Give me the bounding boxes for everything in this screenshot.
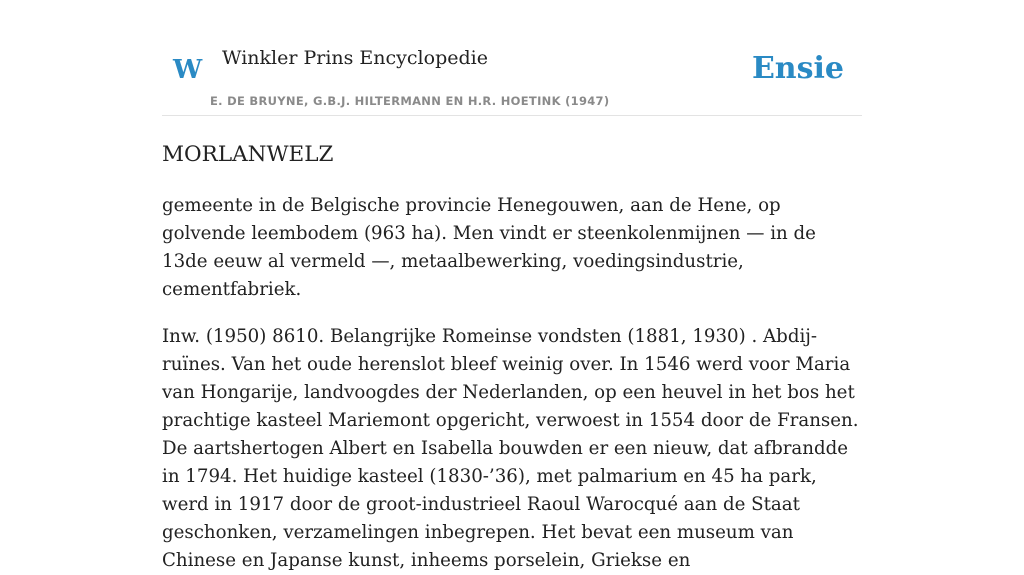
- article-title: MORLANWELZ: [162, 142, 334, 167]
- article-paragraph: gemeente in de Belgische provincie Henegouwen, aan de Hene, op golvende leembodem (963 ha). Men vindt er steenkolenmijnen — in de 13de eeuw al vermeld —, metaalbewerking, voedingsindustrie, cementfabriek.: [162, 195, 816, 300]
- article: [162, 138, 862, 575]
- site-title-link[interactable]: Winkler Prins Encyclopedie: [222, 47, 488, 69]
- ensie-brand-link[interactable]: Ensie: [751, 51, 844, 86]
- logo-w-link[interactable]: W: [173, 55, 203, 85]
- article-paragraph: Inw. (1950) 8610. Belangrijke Romeinse vondsten (1881, 1930) . Abdij-ruïnes. Van het oude herenslot bleef weinig over. In 1546 werd voor Maria van Hongarije, landvoogdes der Nederlanden, op een heuvel in het bos het prachtige kasteel Mariemont opgericht, verwoest in 1554 door de Fransen. De aartshertogen Albert en Isabella bouwden er een nieuw, dat afbrandde in 1794. Het huidige kasteel (1830-’36), met palmarium en 45 ha park, werd in 1917 door de groot-industrieel Raoul Warocqué aan de Staat geschonken, verzamelingen inbegrepen. Het bevat een museum van Chinese en Japanse kunst, inheems porselein, Griekse en: [162, 326, 859, 571]
- author-subtitle: E. DE BRUYNE, G.B.J. HILTERMANN EN H.R. HOETINK (1947): [210, 94, 610, 108]
- header: [162, 0, 862, 116]
